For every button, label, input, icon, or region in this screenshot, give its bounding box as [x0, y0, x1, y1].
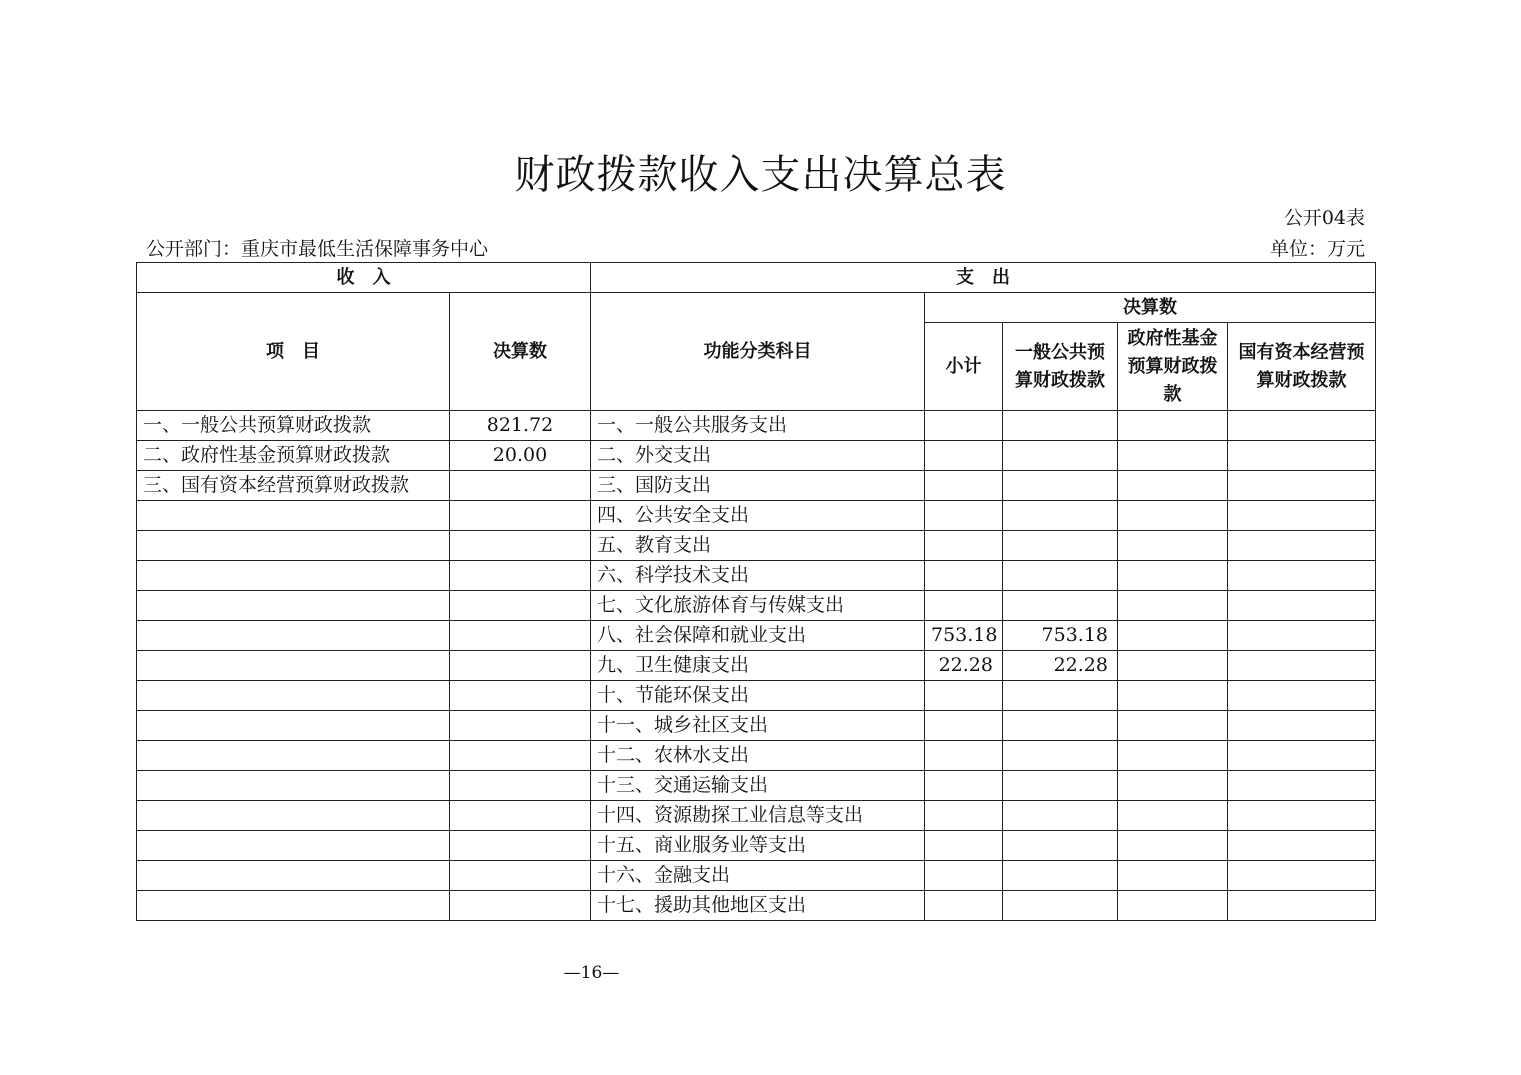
state-capital-cell: [1228, 411, 1376, 441]
table-body: [137, 411, 1376, 921]
budget-table: [136, 262, 1376, 921]
state-capital-cell: [1228, 801, 1376, 831]
income-amount-cell: [450, 681, 591, 711]
func-category-cell: 十六、金融支出: [591, 861, 925, 891]
page-number: —16—: [563, 963, 620, 983]
table-row: [137, 651, 1376, 681]
state-capital-cell: [1228, 501, 1376, 531]
subtotal-cell: [925, 561, 1003, 591]
func-category-cell: 六、科学技术支出: [591, 561, 925, 591]
gov-fund-cell: [1118, 861, 1228, 891]
income-amount-cell: [450, 711, 591, 741]
income-amount-cell: [450, 891, 591, 921]
gov-fund-cell: [1118, 411, 1228, 441]
subtotal-cell: [925, 771, 1003, 801]
income-amount-cell: [450, 501, 591, 531]
general-public-cell: [1003, 501, 1118, 531]
subtotal-cell: [925, 861, 1003, 891]
table-row: [137, 681, 1376, 711]
general-public-cell: [1003, 531, 1118, 561]
gov-fund-cell: [1118, 471, 1228, 501]
func-category-cell: 十四、资源勘探工业信息等支出: [591, 801, 925, 831]
expense-header: 支 出: [591, 263, 1376, 293]
func-category-cell: 八、社会保障和就业支出: [591, 621, 925, 651]
table-row: [137, 591, 1376, 621]
general-public-cell: [1003, 591, 1118, 621]
func-category-cell: 九、卫生健康支出: [591, 651, 925, 681]
general-public-cell: [1003, 471, 1118, 501]
subtotal-cell: [925, 441, 1003, 471]
income-item-cell: [137, 711, 450, 741]
income-item-cell: [137, 531, 450, 561]
general-public-cell: [1003, 561, 1118, 591]
gov-fund-cell: [1118, 651, 1228, 681]
gov-fund-cell: [1118, 621, 1228, 651]
subtotal-cell: [925, 501, 1003, 531]
income-amount-cell: 20.00: [450, 441, 591, 471]
table-row: [137, 471, 1376, 501]
income-amount-cell: 821.72: [450, 411, 591, 441]
income-item-cell: [137, 591, 450, 621]
state-capital-cell: [1228, 441, 1376, 471]
func-category-cell: 十三、交通运输支出: [591, 771, 925, 801]
income-item-cell: 一、一般公共预算财政拨款: [137, 411, 450, 441]
subtotal-cell: [925, 711, 1003, 741]
income-item-cell: [137, 651, 450, 681]
state-capital-cell: [1228, 651, 1376, 681]
state-capital-cell: [1228, 891, 1376, 921]
income-item-cell: 二、政府性基金预算财政拨款: [137, 441, 450, 471]
table-row: [137, 831, 1376, 861]
item-header: 项 目: [137, 293, 450, 411]
func-category-cell: 十五、商业服务业等支出: [591, 831, 925, 861]
general-public-cell: [1003, 801, 1118, 831]
income-amount-cell: [450, 471, 591, 501]
gov-fund-cell: [1118, 771, 1228, 801]
income-item-cell: [137, 801, 450, 831]
income-amount-cell: [450, 801, 591, 831]
income-item-cell: [137, 681, 450, 711]
table-row: [137, 561, 1376, 591]
subtotal-cell: [925, 831, 1003, 861]
subtotal-cell: [925, 411, 1003, 441]
income-header: 收 入: [137, 263, 591, 293]
subtotal-cell: 22.28: [925, 651, 1003, 681]
subtotal-cell: [925, 591, 1003, 621]
table-row: [137, 891, 1376, 921]
subtotal-cell: [925, 471, 1003, 501]
general-public-cell: [1003, 771, 1118, 801]
func-category-cell: 十七、援助其他地区支出: [591, 891, 925, 921]
table-row: [137, 741, 1376, 771]
income-item-cell: [137, 501, 450, 531]
gov-fund-cell: [1118, 831, 1228, 861]
table-row: [137, 711, 1376, 741]
func-category-cell: 二、外交支出: [591, 441, 925, 471]
page-title: 财政拨款收入支出决算总表: [514, 152, 1007, 198]
func-category-cell: 十二、农林水支出: [591, 741, 925, 771]
income-item-cell: [137, 771, 450, 801]
state-capital-cell: [1228, 471, 1376, 501]
gov-fund-cell: [1118, 681, 1228, 711]
subtotal-cell: [925, 801, 1003, 831]
income-item-cell: [137, 861, 450, 891]
general-public-header: 一般公共预算财政拨款: [1003, 323, 1118, 411]
gov-fund-cell: [1118, 531, 1228, 561]
table-row: [137, 411, 1376, 441]
table-row: [137, 801, 1376, 831]
gov-fund-cell: [1118, 891, 1228, 921]
gov-fund-cell: [1118, 711, 1228, 741]
income-amount-cell: [450, 531, 591, 561]
state-capital-cell: [1228, 861, 1376, 891]
subtotal-cell: [925, 531, 1003, 561]
income-item-cell: [137, 561, 450, 591]
gov-fund-cell: [1118, 591, 1228, 621]
table-row: [137, 621, 1376, 651]
general-public-cell: [1003, 861, 1118, 891]
income-amount-cell: [450, 771, 591, 801]
income-item-cell: [137, 621, 450, 651]
income-amount-cell: [450, 741, 591, 771]
general-public-cell: [1003, 441, 1118, 471]
subtotal-cell: [925, 681, 1003, 711]
state-capital-cell: [1228, 621, 1376, 651]
unit-label: 单位：万元: [1269, 238, 1365, 260]
general-public-cell: [1003, 681, 1118, 711]
general-public-cell: 22.28: [1003, 651, 1118, 681]
table-row: [137, 441, 1376, 471]
final-amount-header: 决算数: [925, 293, 1376, 323]
gov-fund-cell: [1118, 741, 1228, 771]
gov-fund-cell: [1118, 561, 1228, 591]
table-row: [137, 861, 1376, 891]
income-item-cell: [137, 891, 450, 921]
func-category-cell: 三、国防支出: [591, 471, 925, 501]
table-row: [137, 531, 1376, 561]
func-category-cell: 十一、城乡社区支出: [591, 711, 925, 741]
general-public-cell: [1003, 711, 1118, 741]
state-capital-cell: [1228, 561, 1376, 591]
state-capital-cell: [1228, 681, 1376, 711]
subtotal-cell: [925, 741, 1003, 771]
func-category-header: 功能分类科目: [591, 293, 925, 411]
state-capital-cell: [1228, 831, 1376, 861]
gov-fund-cell: [1118, 801, 1228, 831]
income-item-cell: 三、国有资本经营预算财政拨款: [137, 471, 450, 501]
income-amount-cell: [450, 621, 591, 651]
general-public-cell: [1003, 411, 1118, 441]
subtotal-cell: 753.18: [925, 621, 1003, 651]
gov-fund-header: 政府性基金预算财政拨款: [1118, 323, 1228, 411]
table-row: [137, 771, 1376, 801]
table-row: [137, 501, 1376, 531]
state-capital-header: 国有资本经营预算财政拨款: [1228, 323, 1376, 411]
income-amount-cell: [450, 561, 591, 591]
department-label: 公开部门：重庆市最低生活保障事务中心: [146, 238, 489, 260]
income-amount-cell: [450, 591, 591, 621]
gov-fund-cell: [1118, 501, 1228, 531]
func-category-cell: 五、教育支出: [591, 531, 925, 561]
func-category-cell: 十、节能环保支出: [591, 681, 925, 711]
general-public-cell: [1003, 831, 1118, 861]
func-category-cell: 四、公共安全支出: [591, 501, 925, 531]
income-amount-cell: [450, 651, 591, 681]
income-amount-cell: [450, 831, 591, 861]
general-public-cell: [1003, 741, 1118, 771]
gov-fund-cell: [1118, 441, 1228, 471]
state-capital-cell: [1228, 711, 1376, 741]
state-capital-cell: [1228, 591, 1376, 621]
general-public-cell: 753.18: [1003, 621, 1118, 651]
income-item-cell: [137, 831, 450, 861]
subtotal-header: 小计: [925, 323, 1003, 411]
subtotal-cell: [925, 891, 1003, 921]
income-amount-cell: [450, 861, 591, 891]
state-capital-cell: [1228, 771, 1376, 801]
income-amount-header: 决算数: [450, 293, 591, 411]
func-category-cell: 七、文化旅游体育与传媒支出: [591, 591, 925, 621]
general-public-cell: [1003, 891, 1118, 921]
income-item-cell: [137, 741, 450, 771]
state-capital-cell: [1228, 741, 1376, 771]
state-capital-cell: [1228, 531, 1376, 561]
form-number: 公开04表: [1283, 207, 1365, 229]
func-category-cell: 一、一般公共服务支出: [591, 411, 925, 441]
